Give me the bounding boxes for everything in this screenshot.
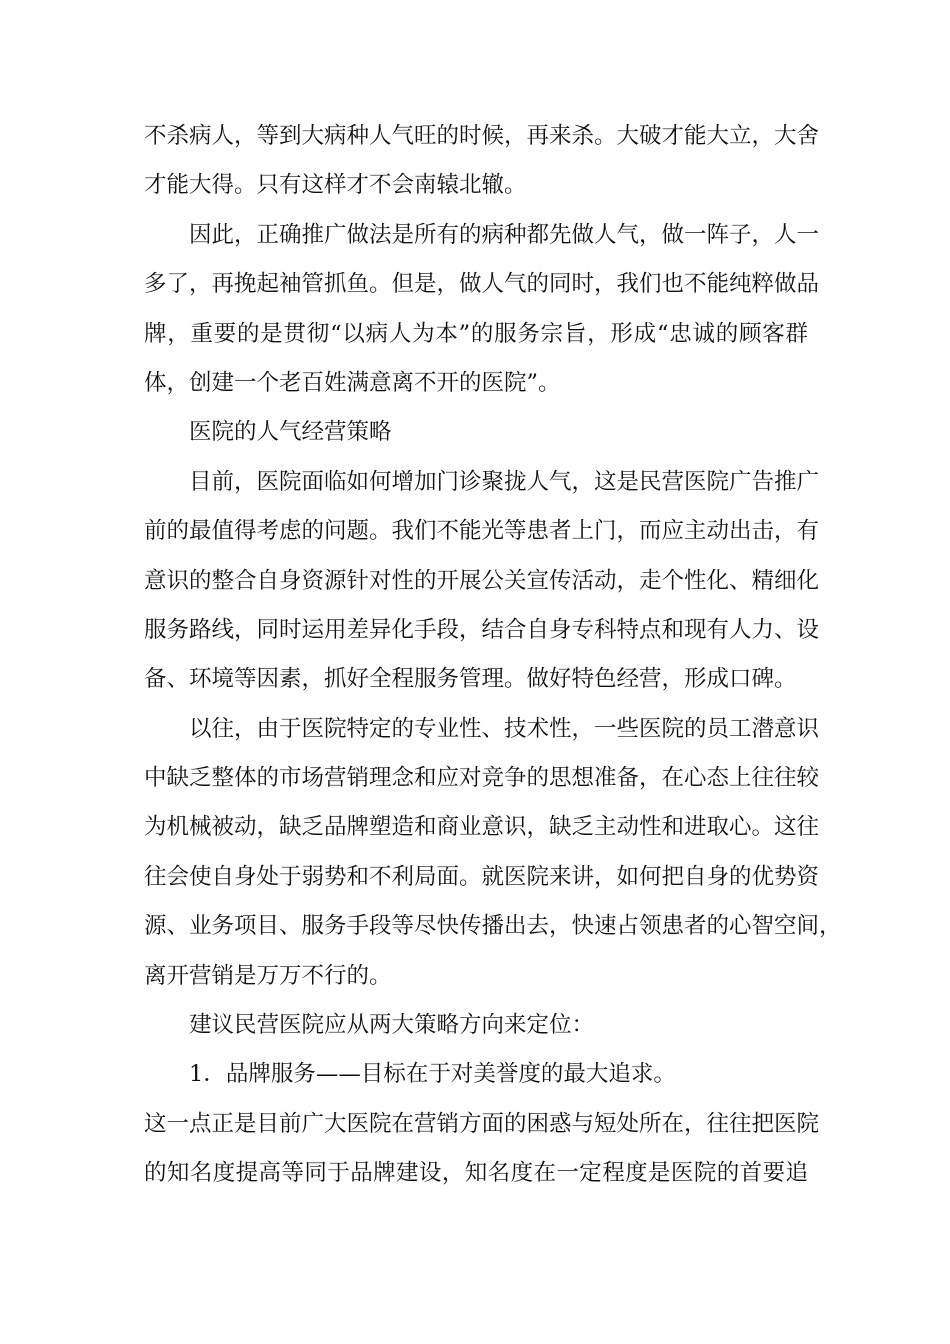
- text-line: 医院的人气经营策略: [189, 419, 392, 446]
- text-line: 备、环境等因素，抓好全程服务管理。做好特色经营，形成口碑。: [144, 666, 797, 693]
- text-line: 为机械被动，缺乏品牌塑造和商业意识，缺乏主动性和进取心。这往: [144, 814, 820, 841]
- paragraph: [144, 408, 808, 457]
- text-line: 中缺乏整体的市场营销理念和应对竞争的思想准备，在心态上往往较: [144, 765, 820, 792]
- text-line: 多了，再挽起袖管抓鱼。但是，做人气的同时，我们也不能纯粹做品: [144, 271, 820, 298]
- text-line: 的知名度提高等同于品牌建设，知名度在一定程度是医院的首要追: [144, 1160, 808, 1187]
- text-line: 1．品牌服务——目标在于对美誉度的最大追求。: [189, 1061, 676, 1088]
- paragraph: [144, 211, 820, 409]
- text-line: 以往，由于医院特定的专业性、技术性，一些医院的员工潜意识: [189, 715, 820, 742]
- text-line: 离开营销是万万不行的。: [144, 962, 392, 989]
- paragraph: [144, 1050, 808, 1099]
- text-line: 这一点正是目前广大医院在营销方面的困惑与短处所在，往往把医院: [144, 1110, 820, 1137]
- text-line: 前的最值得考虑的问题。我们不能光等患者上门，而应主动出击，有: [144, 518, 820, 545]
- text-line: 因此，正确推广做法是所有的病种都先做人气，做一阵子，人一: [189, 221, 820, 248]
- text-line: 服务路线，同时运用差异化手段，结合自身专科特点和现有人力、设: [144, 616, 820, 643]
- paragraph: [144, 458, 820, 705]
- paragraph: [144, 705, 842, 1001]
- text-line: 牌，重要的是贯彻“以病人为本”的服务宗旨，形成“忠诚的顾客群: [144, 320, 808, 347]
- text-line: 才能大得。只有这样才不会南辕北辙。: [144, 172, 527, 199]
- paragraph: [144, 1100, 820, 1199]
- text-line: 建议民营医院应从两大策略方向来定位：: [189, 1012, 595, 1039]
- paragraph: [144, 112, 820, 211]
- text-line: 不杀病人，等到大病种人气旺的时候，再来杀。大破才能大立，大舍: [144, 123, 820, 149]
- document-body: [144, 112, 842, 1199]
- text-line: 体，创建一个老百姓满意离不开的医院”。: [144, 369, 561, 396]
- text-line: 源、业务项目、服务手段等尽快传播出去，快速占领患者的心智空间，: [144, 913, 842, 940]
- text-line: 目前，医院面临如何增加门诊聚拢人气，这是民营医院广告推广: [189, 468, 820, 495]
- text-line: 意识的整合自身资源针对性的开展公关宣传活动，走个性化、精细化: [144, 567, 820, 594]
- paragraph: [144, 1001, 808, 1050]
- text-line: 往会使自身处于弱势和不利局面。就医院来讲，如何把自身的优势资: [144, 863, 820, 890]
